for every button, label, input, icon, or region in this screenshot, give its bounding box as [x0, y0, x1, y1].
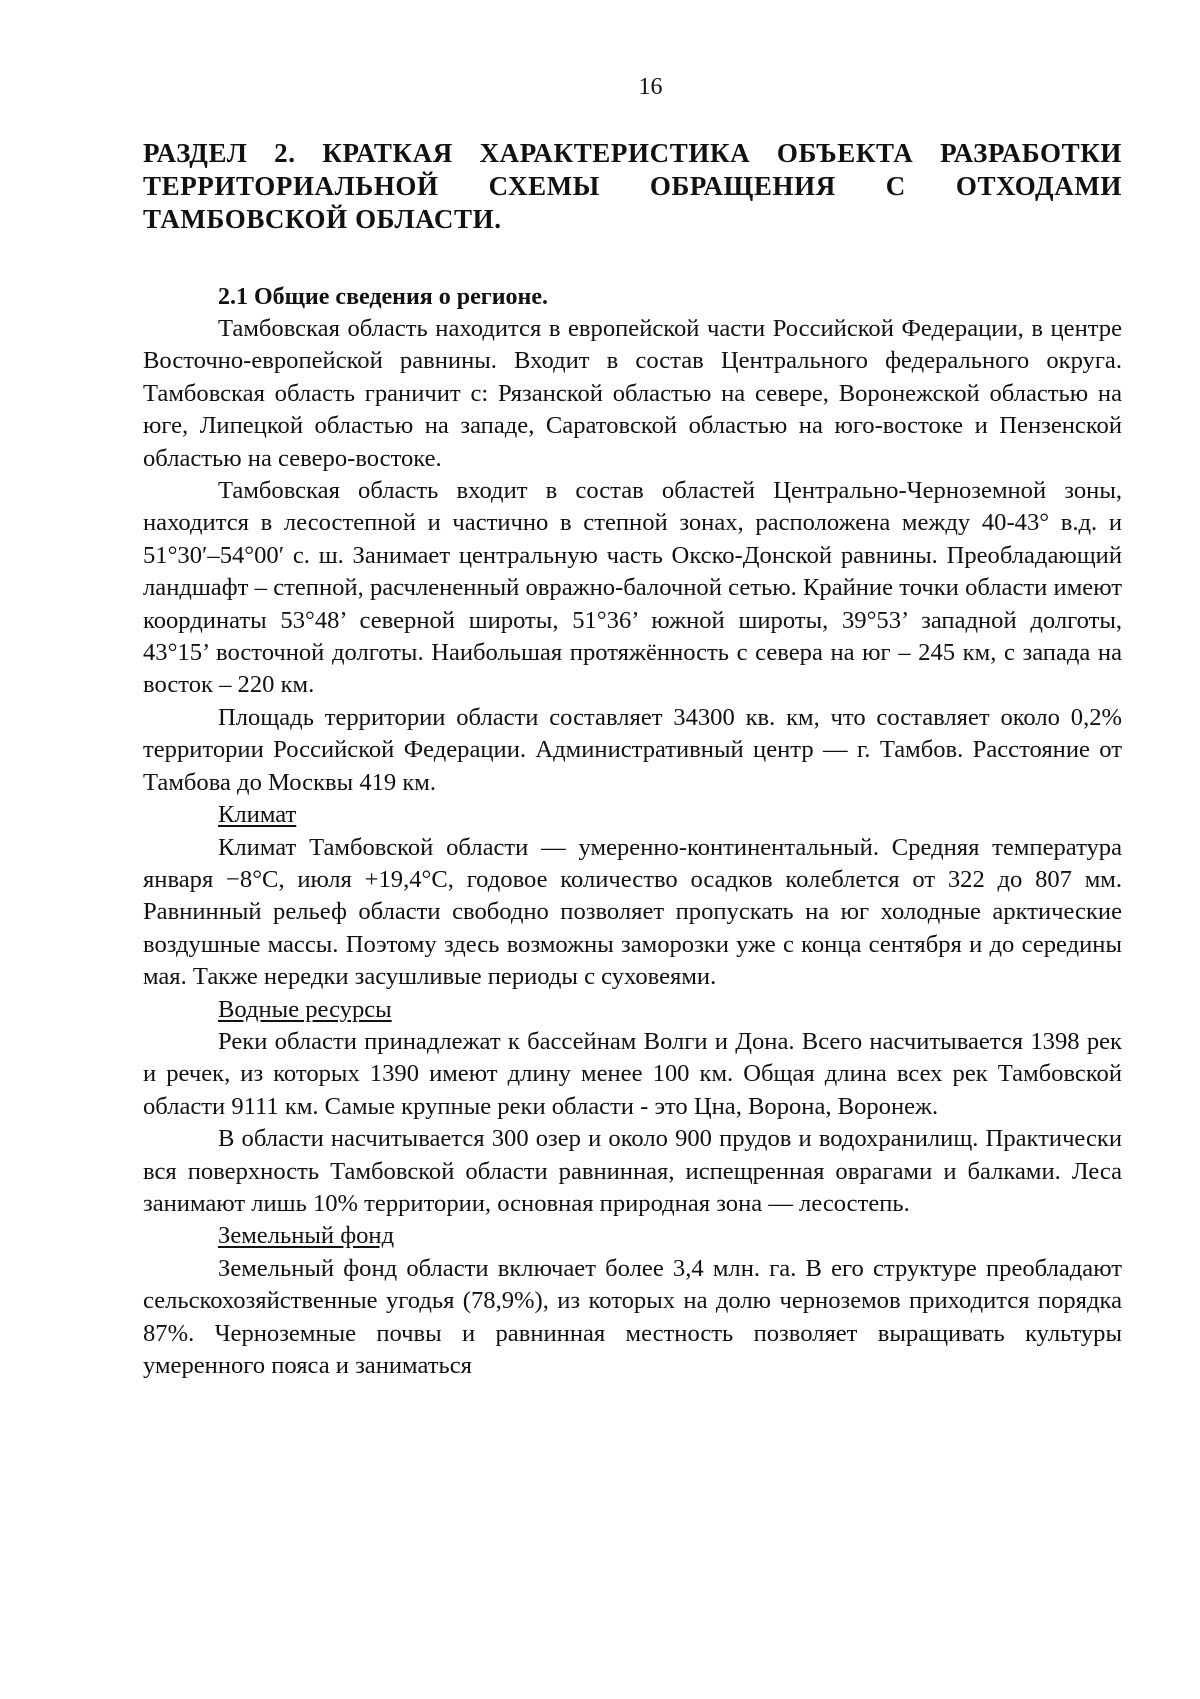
water-heading — [143, 994, 1122, 1026]
climate-heading — [143, 799, 1122, 831]
page-number: 16 — [638, 74, 663, 100]
paragraph-area: Площадь территории области составляет 34300 кв. км, что составляет около 0,2% территории Российской Федерации. Административный центр — г. Тамбов. Расстояние от Тамбова до Москвы 419 км. — [143, 703, 1122, 796]
water-heading-text: Водные ресурсы — [218, 995, 392, 1023]
land-heading-text: Земельный фонд — [218, 1222, 395, 1250]
subsection-title: 2.1 Общие сведения о регионе. — [218, 284, 548, 310]
paragraph-land: Земельный фонд области включает более 3,4 млн. га. В его структуре преобладают сельскохозяйственные угодья (78,9%), из которых на долю черноземов приходится порядка 87%. Черноземные почвы и равнинная местность позволяет выращивать культуры умеренного пояса и заниматься — [143, 1254, 1122, 1379]
document-page — [143, 72, 1122, 1382]
paragraph-geography: Тамбовская область входит в состав областей Центрально-Черноземной зоны, находится в лесостепной и частично в степной зонах, расположена между 40-43° в.д. и 51°30′–54°00′ с. ш. Занимает центральную часть Окско-Донской равнины. Преобладающий ландшафт – степной, расчлененный овражно-балочной сетью. Крайние точки области имеют координаты 53°48’ северной широты, 51°36’ южной широты, 39°53’ западной долготы, 43°15’ восточной долготы. Наибольшая протяжённость с севера на юг – 245 км, с запада на восток – 220 км. — [143, 477, 1122, 699]
climate-heading-text: Климат — [218, 801, 297, 829]
paragraph-lakes: В области насчитывается 300 озер и около 900 прудов и водохранилищ. Практически вся поверхность Тамбовской области равнинная, испещренная оврагами и балками. Леса занимают лишь 10% территории, основная природная зона — лесостепь. — [143, 1125, 1122, 1217]
paragraph-rivers: Реки области принадлежат к бассейнам Волги и Дона. Всего насчитывается 1398 рек и речек, из которых 1390 имеют длину менее 100 км. Общая длина всех рек Тамбовской области 9111 км. Самые крупные реки области - это Цна, Ворона, Воронеж. — [143, 1027, 1122, 1120]
paragraph-borders: Тамбовская область находится в европейской части Российской Федерации, в центре Восточно-европейской равнины. Входит в состав Центрального федерального округа. Тамбовская область граничит с: Рязанской областью на севере, Воронежской областью на юге, Липецкой областью на западе, Саратовской областью на юго-востоке и Пензенской областью на северо-востоке. — [143, 315, 1122, 472]
section-title: РАЗДЕЛ 2. КРАТКАЯ ХАРАКТЕРИСТИКА ОБЪЕКТА РАЗРАБОТКИ ТЕРРИТОРИАЛЬНОЙ СХЕМЫ ОБРАЩЕНИЯ С ОТХОДАМИ ТАМБОВСКОЙ ОБЛАСТИ. — [143, 138, 1122, 234]
land-heading — [143, 1220, 1122, 1252]
paragraph-climate: Климат Тамбовской области — умеренно-континентальный. Средняя температура января −8°С, июля +19,4°С, годовое количество осадков колеблется от 322 до 807 мм. Равнинный рельеф области свободно позволяет пропускать на юг холодные арктические воздушные массы. Поэтому здесь возможны заморозки уже с конца сентября и до середины мая. Также нередки засушливые периоды с суховеями. — [143, 833, 1122, 991]
